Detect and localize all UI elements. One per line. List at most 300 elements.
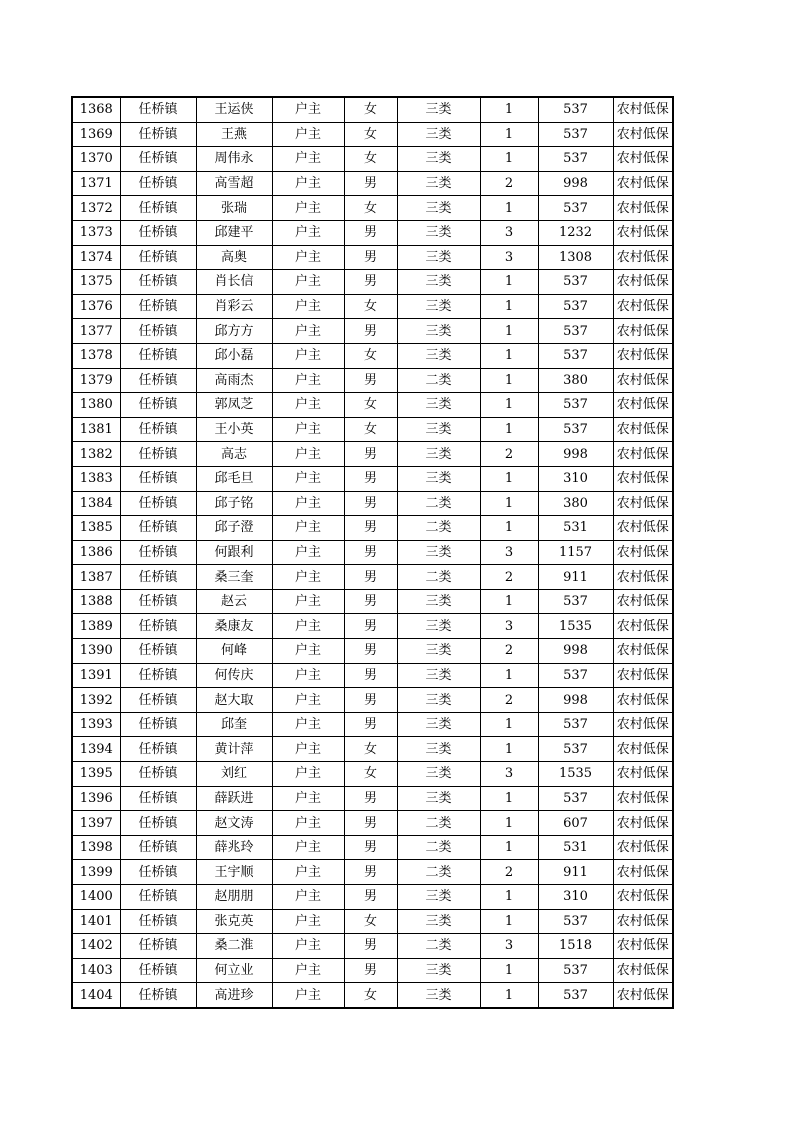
cell-name: 薛兆玲 [196, 835, 272, 860]
cell-no: 1399 [72, 860, 120, 885]
cell-members: 1 [480, 712, 538, 737]
table-row [72, 589, 673, 614]
cell-amount: 537 [538, 589, 613, 614]
cell-category: 三类 [397, 171, 480, 196]
cell-gender: 男 [344, 688, 397, 713]
table-row [72, 737, 673, 762]
cell-gender: 女 [344, 393, 397, 418]
cell-members: 1 [480, 958, 538, 983]
cell-type: 农村低保 [613, 171, 673, 196]
cell-town: 任桥镇 [120, 762, 196, 787]
cell-town: 任桥镇 [120, 934, 196, 959]
cell-relation: 户主 [272, 491, 344, 516]
cell-name: 邱子铭 [196, 491, 272, 516]
cell-relation: 户主 [272, 516, 344, 541]
cell-gender: 女 [344, 343, 397, 368]
cell-relation: 户主 [272, 885, 344, 910]
cell-amount: 1232 [538, 220, 613, 245]
cell-name: 王燕 [196, 122, 272, 147]
cell-amount: 537 [538, 909, 613, 934]
cell-name: 张克英 [196, 909, 272, 934]
cell-no: 1390 [72, 639, 120, 664]
cell-name: 邱方方 [196, 319, 272, 344]
table-row [72, 909, 673, 934]
table-row [72, 860, 673, 885]
table-row [72, 835, 673, 860]
cell-no: 1386 [72, 540, 120, 565]
cell-gender: 男 [344, 245, 397, 270]
cell-category: 三类 [397, 589, 480, 614]
cell-no: 1372 [72, 196, 120, 221]
table-row [72, 491, 673, 516]
cell-category: 三类 [397, 737, 480, 762]
cell-name: 何传庆 [196, 663, 272, 688]
cell-members: 1 [480, 516, 538, 541]
cell-category: 二类 [397, 516, 480, 541]
cell-type: 农村低保 [613, 516, 673, 541]
cell-amount: 998 [538, 688, 613, 713]
cell-category: 三类 [397, 663, 480, 688]
cell-category: 三类 [397, 122, 480, 147]
cell-relation: 户主 [272, 270, 344, 295]
cell-amount: 537 [538, 196, 613, 221]
cell-category: 三类 [397, 442, 480, 467]
cell-town: 任桥镇 [120, 540, 196, 565]
cell-members: 1 [480, 885, 538, 910]
cell-members: 1 [480, 466, 538, 491]
cell-relation: 户主 [272, 245, 344, 270]
cell-amount: 911 [538, 860, 613, 885]
cell-town: 任桥镇 [120, 270, 196, 295]
cell-category: 二类 [397, 491, 480, 516]
cell-no: 1378 [72, 343, 120, 368]
cell-gender: 男 [344, 614, 397, 639]
cell-category: 三类 [397, 958, 480, 983]
cell-category: 三类 [397, 393, 480, 418]
cell-type: 农村低保 [613, 811, 673, 836]
cell-type: 农村低保 [613, 393, 673, 418]
cell-gender: 女 [344, 294, 397, 319]
cell-name: 王小英 [196, 417, 272, 442]
cell-amount: 998 [538, 171, 613, 196]
cell-town: 任桥镇 [120, 122, 196, 147]
cell-no: 1370 [72, 147, 120, 172]
cell-amount: 537 [538, 712, 613, 737]
cell-amount: 310 [538, 885, 613, 910]
cell-town: 任桥镇 [120, 393, 196, 418]
table-row [72, 270, 673, 295]
cell-town: 任桥镇 [120, 491, 196, 516]
cell-no: 1387 [72, 565, 120, 590]
cell-category: 三类 [397, 909, 480, 934]
cell-gender: 男 [344, 442, 397, 467]
cell-gender: 女 [344, 97, 397, 122]
cell-no: 1379 [72, 368, 120, 393]
cell-amount: 537 [538, 122, 613, 147]
cell-no: 1403 [72, 958, 120, 983]
table-row [72, 442, 673, 467]
cell-name: 郭凤芝 [196, 393, 272, 418]
cell-town: 任桥镇 [120, 712, 196, 737]
cell-members: 1 [480, 319, 538, 344]
cell-type: 农村低保 [613, 737, 673, 762]
cell-members: 1 [480, 909, 538, 934]
cell-relation: 户主 [272, 786, 344, 811]
cell-members: 3 [480, 245, 538, 270]
cell-members: 1 [480, 122, 538, 147]
cell-type: 农村低保 [613, 196, 673, 221]
cell-type: 农村低保 [613, 712, 673, 737]
cell-no: 1371 [72, 171, 120, 196]
cell-relation: 户主 [272, 614, 344, 639]
cell-town: 任桥镇 [120, 860, 196, 885]
cell-gender: 男 [344, 811, 397, 836]
cell-relation: 户主 [272, 737, 344, 762]
cell-name: 邱奎 [196, 712, 272, 737]
cell-members: 1 [480, 811, 538, 836]
cell-relation: 户主 [272, 343, 344, 368]
cell-gender: 女 [344, 909, 397, 934]
cell-category: 三类 [397, 294, 480, 319]
cell-relation: 户主 [272, 97, 344, 122]
cell-category: 三类 [397, 196, 480, 221]
cell-name: 张瑞 [196, 196, 272, 221]
cell-relation: 户主 [272, 983, 344, 1008]
cell-category: 二类 [397, 368, 480, 393]
cell-members: 1 [480, 393, 538, 418]
cell-name: 赵大取 [196, 688, 272, 713]
cell-no: 1401 [72, 909, 120, 934]
cell-name: 赵朋朋 [196, 885, 272, 910]
cell-type: 农村低保 [613, 958, 673, 983]
cell-relation: 户主 [272, 565, 344, 590]
table-row [72, 688, 673, 713]
cell-relation: 户主 [272, 466, 344, 491]
cell-town: 任桥镇 [120, 565, 196, 590]
cell-type: 农村低保 [613, 688, 673, 713]
cell-no: 1385 [72, 516, 120, 541]
cell-members: 1 [480, 368, 538, 393]
cell-no: 1368 [72, 97, 120, 122]
cell-town: 任桥镇 [120, 417, 196, 442]
cell-members: 3 [480, 220, 538, 245]
cell-town: 任桥镇 [120, 983, 196, 1008]
cell-type: 农村低保 [613, 786, 673, 811]
cell-town: 任桥镇 [120, 97, 196, 122]
cell-amount: 380 [538, 368, 613, 393]
cell-relation: 户主 [272, 811, 344, 836]
cell-amount: 537 [538, 319, 613, 344]
cell-amount: 537 [538, 294, 613, 319]
cell-no: 1389 [72, 614, 120, 639]
cell-amount: 1518 [538, 934, 613, 959]
table-row [72, 147, 673, 172]
cell-members: 1 [480, 147, 538, 172]
cell-town: 任桥镇 [120, 147, 196, 172]
cell-members: 1 [480, 270, 538, 295]
cell-relation: 户主 [272, 368, 344, 393]
cell-no: 1395 [72, 762, 120, 787]
cell-no: 1384 [72, 491, 120, 516]
table-row [72, 220, 673, 245]
cell-town: 任桥镇 [120, 220, 196, 245]
cell-relation: 户主 [272, 860, 344, 885]
cell-gender: 男 [344, 860, 397, 885]
cell-type: 农村低保 [613, 220, 673, 245]
cell-name: 邱子澄 [196, 516, 272, 541]
cell-no: 1381 [72, 417, 120, 442]
cell-no: 1397 [72, 811, 120, 836]
cell-town: 任桥镇 [120, 688, 196, 713]
cell-amount: 1535 [538, 762, 613, 787]
cell-relation: 户主 [272, 147, 344, 172]
cell-type: 农村低保 [613, 122, 673, 147]
cell-amount: 537 [538, 737, 613, 762]
cell-no: 1394 [72, 737, 120, 762]
cell-members: 1 [480, 294, 538, 319]
table-row [72, 393, 673, 418]
cell-category: 三类 [397, 614, 480, 639]
table-row [72, 712, 673, 737]
cell-members: 1 [480, 663, 538, 688]
cell-name: 邱建平 [196, 220, 272, 245]
cell-members: 1 [480, 589, 538, 614]
cell-name: 桑二淮 [196, 934, 272, 959]
cell-relation: 户主 [272, 762, 344, 787]
cell-no: 1375 [72, 270, 120, 295]
cell-amount: 537 [538, 393, 613, 418]
table-row [72, 934, 673, 959]
cell-gender: 男 [344, 639, 397, 664]
table-row [72, 122, 673, 147]
cell-amount: 998 [538, 442, 613, 467]
cell-name: 邱小磊 [196, 343, 272, 368]
table-row [72, 614, 673, 639]
table-row [72, 958, 673, 983]
cell-gender: 女 [344, 122, 397, 147]
cell-name: 高志 [196, 442, 272, 467]
cell-relation: 户主 [272, 712, 344, 737]
table-row [72, 811, 673, 836]
cell-category: 二类 [397, 565, 480, 590]
cell-type: 农村低保 [613, 663, 673, 688]
cell-type: 农村低保 [613, 417, 673, 442]
cell-gender: 男 [344, 786, 397, 811]
cell-town: 任桥镇 [120, 614, 196, 639]
cell-no: 1400 [72, 885, 120, 910]
table-row [72, 196, 673, 221]
cell-category: 三类 [397, 466, 480, 491]
cell-amount: 537 [538, 786, 613, 811]
cell-relation: 户主 [272, 663, 344, 688]
table-body [72, 97, 673, 1008]
cell-relation: 户主 [272, 171, 344, 196]
cell-members: 1 [480, 97, 538, 122]
cell-name: 桑三奎 [196, 565, 272, 590]
cell-town: 任桥镇 [120, 196, 196, 221]
cell-town: 任桥镇 [120, 885, 196, 910]
cell-members: 1 [480, 737, 538, 762]
cell-category: 三类 [397, 786, 480, 811]
cell-name: 高雪超 [196, 171, 272, 196]
cell-members: 1 [480, 196, 538, 221]
cell-no: 1392 [72, 688, 120, 713]
cell-amount: 380 [538, 491, 613, 516]
cell-category: 三类 [397, 245, 480, 270]
cell-no: 1393 [72, 712, 120, 737]
cell-members: 1 [480, 417, 538, 442]
cell-category: 三类 [397, 712, 480, 737]
cell-town: 任桥镇 [120, 639, 196, 664]
cell-members: 2 [480, 688, 538, 713]
cell-no: 1380 [72, 393, 120, 418]
cell-type: 农村低保 [613, 343, 673, 368]
cell-town: 任桥镇 [120, 663, 196, 688]
cell-no: 1373 [72, 220, 120, 245]
cell-members: 1 [480, 343, 538, 368]
cell-category: 二类 [397, 811, 480, 836]
table-row [72, 663, 673, 688]
cell-type: 农村低保 [613, 540, 673, 565]
cell-type: 农村低保 [613, 983, 673, 1008]
cell-category: 三类 [397, 540, 480, 565]
cell-members: 3 [480, 614, 538, 639]
cell-relation: 户主 [272, 909, 344, 934]
cell-name: 肖长信 [196, 270, 272, 295]
cell-name: 肖彩云 [196, 294, 272, 319]
cell-amount: 1157 [538, 540, 613, 565]
table-row [72, 466, 673, 491]
cell-amount: 537 [538, 958, 613, 983]
table-row [72, 983, 673, 1008]
table-row [72, 97, 673, 122]
cell-type: 农村低保 [613, 589, 673, 614]
cell-members: 1 [480, 835, 538, 860]
cell-relation: 户主 [272, 589, 344, 614]
cell-amount: 537 [538, 983, 613, 1008]
cell-town: 任桥镇 [120, 516, 196, 541]
cell-members: 2 [480, 639, 538, 664]
cell-relation: 户主 [272, 417, 344, 442]
cell-name: 赵云 [196, 589, 272, 614]
cell-town: 任桥镇 [120, 737, 196, 762]
cell-amount: 537 [538, 147, 613, 172]
cell-members: 3 [480, 540, 538, 565]
cell-name: 何立业 [196, 958, 272, 983]
cell-town: 任桥镇 [120, 909, 196, 934]
cell-category: 三类 [397, 688, 480, 713]
cell-no: 1396 [72, 786, 120, 811]
table-row [72, 762, 673, 787]
cell-amount: 537 [538, 270, 613, 295]
table-row [72, 885, 673, 910]
cell-gender: 男 [344, 565, 397, 590]
cell-name: 何跟利 [196, 540, 272, 565]
cell-relation: 户主 [272, 393, 344, 418]
cell-name: 高进珍 [196, 983, 272, 1008]
cell-gender: 男 [344, 934, 397, 959]
cell-type: 农村低保 [613, 245, 673, 270]
cell-relation: 户主 [272, 540, 344, 565]
cell-name: 邱毛旦 [196, 466, 272, 491]
cell-name: 桑康友 [196, 614, 272, 639]
cell-type: 农村低保 [613, 368, 673, 393]
cell-type: 农村低保 [613, 466, 673, 491]
cell-no: 1369 [72, 122, 120, 147]
cell-type: 农村低保 [613, 639, 673, 664]
cell-no: 1377 [72, 319, 120, 344]
cell-town: 任桥镇 [120, 245, 196, 270]
cell-type: 农村低保 [613, 909, 673, 934]
cell-town: 任桥镇 [120, 368, 196, 393]
table-row [72, 245, 673, 270]
cell-category: 三类 [397, 762, 480, 787]
cell-gender: 男 [344, 835, 397, 860]
cell-gender: 女 [344, 737, 397, 762]
cell-amount: 607 [538, 811, 613, 836]
cell-amount: 998 [538, 639, 613, 664]
cell-type: 农村低保 [613, 934, 673, 959]
cell-gender: 男 [344, 663, 397, 688]
cell-amount: 911 [538, 565, 613, 590]
cell-name: 刘红 [196, 762, 272, 787]
cell-members: 1 [480, 491, 538, 516]
cell-relation: 户主 [272, 196, 344, 221]
cell-no: 1382 [72, 442, 120, 467]
cell-members: 3 [480, 934, 538, 959]
cell-category: 二类 [397, 835, 480, 860]
table-row [72, 565, 673, 590]
cell-type: 农村低保 [613, 491, 673, 516]
cell-name: 薛跃进 [196, 786, 272, 811]
cell-town: 任桥镇 [120, 442, 196, 467]
cell-gender: 女 [344, 147, 397, 172]
cell-category: 二类 [397, 860, 480, 885]
cell-no: 1404 [72, 983, 120, 1008]
cell-type: 农村低保 [613, 319, 673, 344]
cell-amount: 1535 [538, 614, 613, 639]
cell-name: 何峰 [196, 639, 272, 664]
cell-gender: 女 [344, 196, 397, 221]
cell-relation: 户主 [272, 294, 344, 319]
cell-gender: 男 [344, 589, 397, 614]
cell-no: 1383 [72, 466, 120, 491]
cell-type: 农村低保 [613, 565, 673, 590]
cell-gender: 男 [344, 516, 397, 541]
cell-amount: 531 [538, 835, 613, 860]
table-row [72, 540, 673, 565]
cell-town: 任桥镇 [120, 958, 196, 983]
cell-relation: 户主 [272, 934, 344, 959]
cell-name: 王运侠 [196, 97, 272, 122]
cell-category: 二类 [397, 934, 480, 959]
cell-town: 任桥镇 [120, 835, 196, 860]
cell-category: 三类 [397, 417, 480, 442]
table-row [72, 294, 673, 319]
cell-members: 2 [480, 171, 538, 196]
cell-members: 2 [480, 565, 538, 590]
cell-amount: 310 [538, 466, 613, 491]
cell-type: 农村低保 [613, 270, 673, 295]
cell-type: 农村低保 [613, 97, 673, 122]
cell-amount: 1308 [538, 245, 613, 270]
cell-category: 三类 [397, 270, 480, 295]
cell-gender: 男 [344, 712, 397, 737]
table-row [72, 171, 673, 196]
cell-relation: 户主 [272, 958, 344, 983]
table-row [72, 368, 673, 393]
cell-town: 任桥镇 [120, 466, 196, 491]
